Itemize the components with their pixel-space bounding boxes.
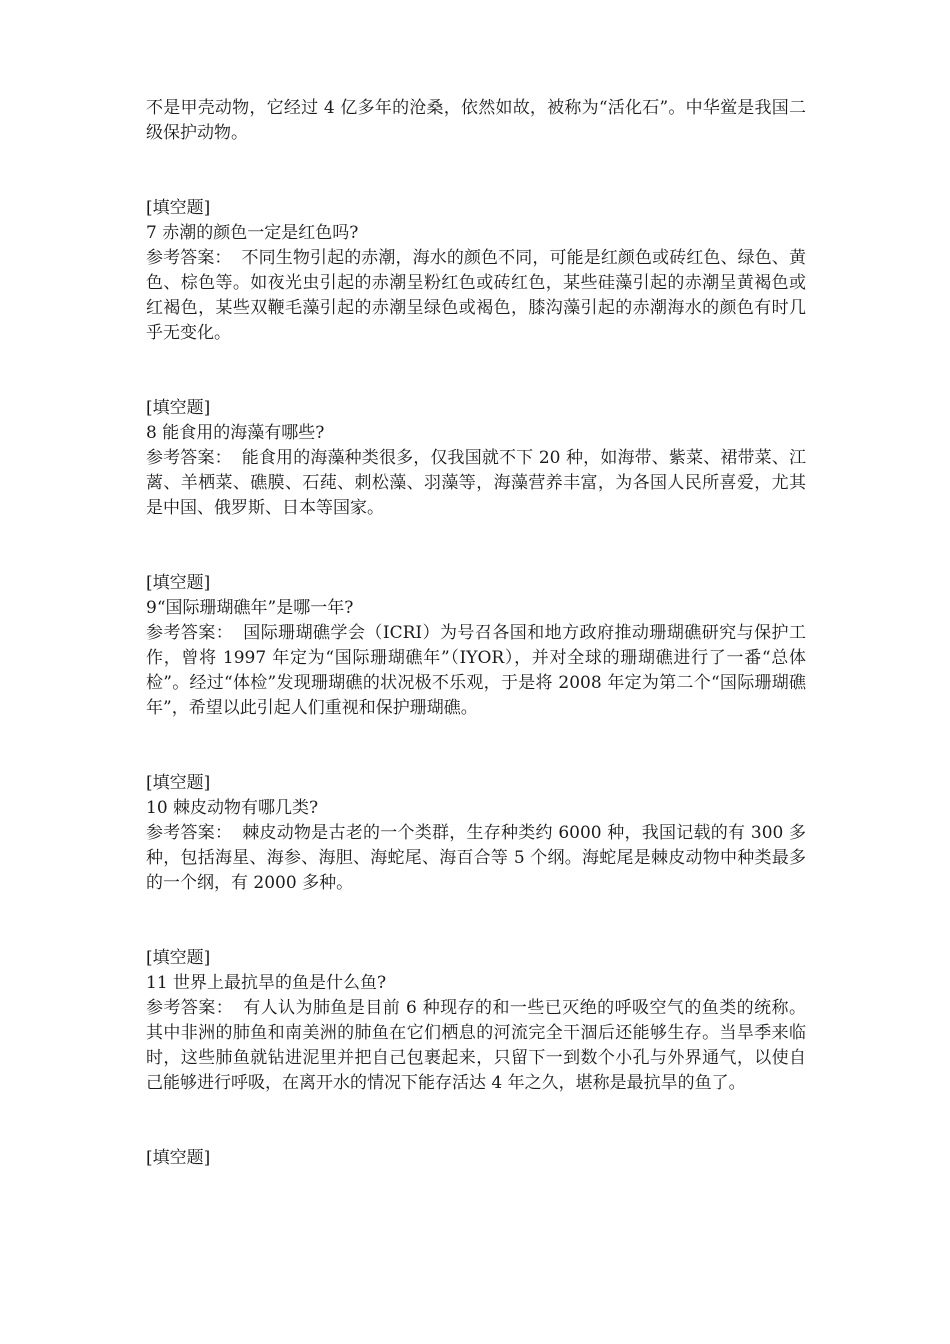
question-type-tag: [填空题] [146, 948, 211, 968]
answer-text: 不同生物引起的赤潮，海水的颜色不同，可能是红颜色或砖红色、绿色、黄色、棕色等。如夜光虫引起的赤潮呈粉红色或砖红色，某些硅藻引起的赤潮呈黄褐色或红褐色，某些双鞭毛藻引起的赤潮呈绿色或褐色，膝沟藻引起的赤潮海水的颜色有时几乎无变化。 [146, 248, 807, 343]
section-gap [146, 346, 806, 396]
question-type-tag: [填空题] [146, 398, 211, 418]
answer-label: 参考答案： [146, 823, 233, 843]
question-block-7 [146, 196, 806, 346]
question-type-tag: [填空题] [146, 573, 211, 593]
answer-text: 国际珊瑚礁学会（ICRI）为号召各国和地方政府推动珊瑚礁研究与保护工作，曾将 1997 年定为“国际珊瑚礁年”（IYOR），并对全球的珊瑚礁进行了一番“总体检”。经过“体检”发现珊瑚礁的状况极不乐观，于是将 2008 年定为第二个“国际珊瑚礁年”，希望以此引起人们重视和保护珊瑚礁。 [146, 623, 806, 718]
section-gap [146, 1096, 806, 1146]
question-block-9 [146, 571, 806, 721]
question-block-trailing [146, 1146, 806, 1171]
question-text: 11 世界上最抗旱的鱼是什么鱼? [146, 973, 387, 993]
answer-paragraph [146, 821, 806, 896]
question-type-tag: [填空题] [146, 198, 211, 218]
answer-paragraph [146, 996, 806, 1096]
question-text: 8 能食用的海藻有哪些? [146, 423, 325, 443]
answer-label: 参考答案： [146, 448, 232, 468]
answer-paragraph [146, 446, 806, 521]
section-gap [146, 146, 806, 196]
question-block-8 [146, 396, 806, 521]
question-type-tag: [填空题] [146, 773, 211, 793]
intro-paragraph: 不是甲壳动物，它经过 4 亿多年的沧桑，依然如故，被称为“活化石”。中华鲎是我国二级保护动物。 [146, 98, 806, 143]
section-gap [146, 896, 806, 946]
question-block-11 [146, 946, 806, 1096]
document-page [146, 96, 806, 1171]
answer-paragraph [146, 621, 806, 721]
answer-label: 参考答案： [146, 248, 232, 268]
answer-label: 参考答案： [146, 998, 234, 1018]
question-type-tag: [填空题] [146, 1148, 211, 1168]
section-gap [146, 721, 806, 771]
question-text: 7 赤潮的颜色一定是红色吗? [146, 223, 359, 243]
answer-paragraph [146, 246, 806, 346]
answer-text: 有人认为肺鱼是目前 6 种现存的和一些已灭绝的呼吸空气的鱼类的统称。其中非洲的肺鱼和南美洲的肺鱼在它们栖息的河流完全干涸后还能够生存。当旱季来临时，这些肺鱼就钻进泥里并把自己包裹起来，只留下一到数个小孔与外界通气，以使自己能够进行呼吸，在离开水的情况下能存活达 4 年之久，堪称是最抗旱的鱼了。 [146, 998, 807, 1093]
answer-text: 棘皮动物是古老的一个类群，生存种类约 6000 种，我国记载的有 300 多种，包括海星、海参、海胆、海蛇尾、海百合等 5 个纲。海蛇尾是棘皮动物中种类最多的一个纲，有 2000 多种。 [146, 823, 807, 893]
answer-text: 能食用的海藻种类很多，仅我国就不下 20 种，如海带、紫菜、裙带菜、江蓠、羊栖菜、礁膜、石莼、刺松藻、羽藻等，海藻营养丰富，为各国人民所喜爱，尤其是中国、俄罗斯、日本等国家。 [146, 448, 806, 518]
section-gap [146, 521, 806, 571]
question-text: 9“国际珊瑚礁年”是哪一年? [146, 598, 354, 618]
answer-label: 参考答案： [146, 623, 234, 643]
question-block-10 [146, 771, 806, 896]
question-text: 10 棘皮动物有哪几类? [146, 798, 319, 818]
